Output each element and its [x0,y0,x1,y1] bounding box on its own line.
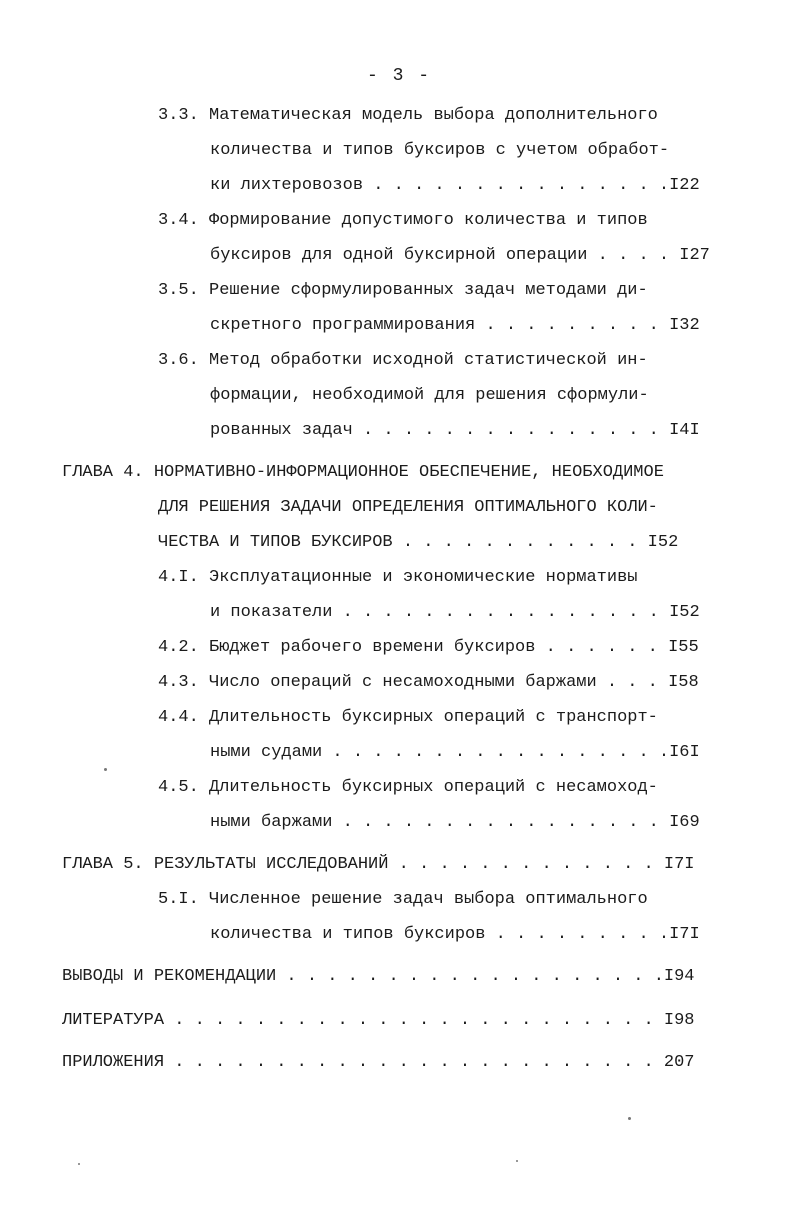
toc-line: ВЫВОДЫ И РЕКОМЕНДАЦИИ . . . . . . . . . . . . . . . . . . .I94 [62,967,695,986]
chapter-heading: ГЛАВА 4. НОРМАТИВНО-ИНФОРМАЦИОННОЕ ОБЕСПЕЧЕНИЕ, НЕОБХОДИМОЕ [62,463,664,482]
page-number: - 3 - [366,66,431,86]
scan-speck [104,768,107,771]
toc-line: 4.4. Длительность буксирных операций с транспорт- [158,708,658,727]
toc-line: 3.6. Метод обработки исходной статистической ин- [158,351,648,370]
toc-line: скретного программирования . . . . . . . . . I32 [210,316,700,335]
toc-line: формации, необходимой для решения сформули- [210,386,649,405]
toc-line: ЧЕСТВА И ТИПОВ БУКСИРОВ . . . . . . . . . . . . I52 [158,533,679,552]
toc-line: рованных задач . . . . . . . . . . . . . . . I4I [210,421,700,440]
toc-line: ными судами . . . . . . . . . . . . . . . . .I6I [210,743,700,762]
toc-line: ДЛЯ РЕШЕНИЯ ЗАДАЧИ ОПРЕДЕЛЕНИЯ ОПТИМАЛЬНОГО КОЛИ- [158,498,658,517]
toc-line: количества и типов буксиров с учетом обработ- [210,141,670,160]
scan-speck [78,1163,80,1165]
toc-line: и показатели . . . . . . . . . . . . . . . . I52 [210,603,700,622]
toc-line: количества и типов буксиров . . . . . . . . .I7I [210,925,700,944]
toc-line: 3.4. Формирование допустимого количества и типов [158,211,648,230]
toc-line: буксиров для одной буксирной операции . . . . I27 [210,246,710,265]
toc-line: ки лихтеровозов . . . . . . . . . . . . . . .I22 [210,176,700,195]
toc-line: 3.3. Математическая модель выбора дополнительного [158,106,658,125]
chapter-heading: ГЛАВА 5. РЕЗУЛЬТАТЫ ИССЛЕДОВАНИЙ . . . . . . . . . . . . . I7I [62,855,695,874]
toc-line: 4.3. Число операций с несамоходными баржами . . . I58 [158,673,699,692]
toc-line: 5.I. Численное решение задач выбора оптимального [158,890,648,909]
scan-speck [628,1117,631,1120]
toc-line: 3.5. Решение сформулированных задач методами ди- [158,281,648,300]
toc-line: 4.I. Эксплуатационные и экономические нормативы [158,568,638,587]
toc-line: 4.5. Длительность буксирных операций с несамоход- [158,778,658,797]
toc-line: ными баржами . . . . . . . . . . . . . . . . I69 [210,813,700,832]
scan-speck [516,1160,518,1162]
toc-line: 4.2. Бюджет рабочего времени буксиров . . . . . . I55 [158,638,699,657]
toc-line: ЛИТЕРАТУРА . . . . . . . . . . . . . . . . . . . . . . . . I98 [62,1011,695,1030]
toc-line: ПРИЛОЖЕНИЯ . . . . . . . . . . . . . . . . . . . . . . . . 207 [62,1053,695,1072]
